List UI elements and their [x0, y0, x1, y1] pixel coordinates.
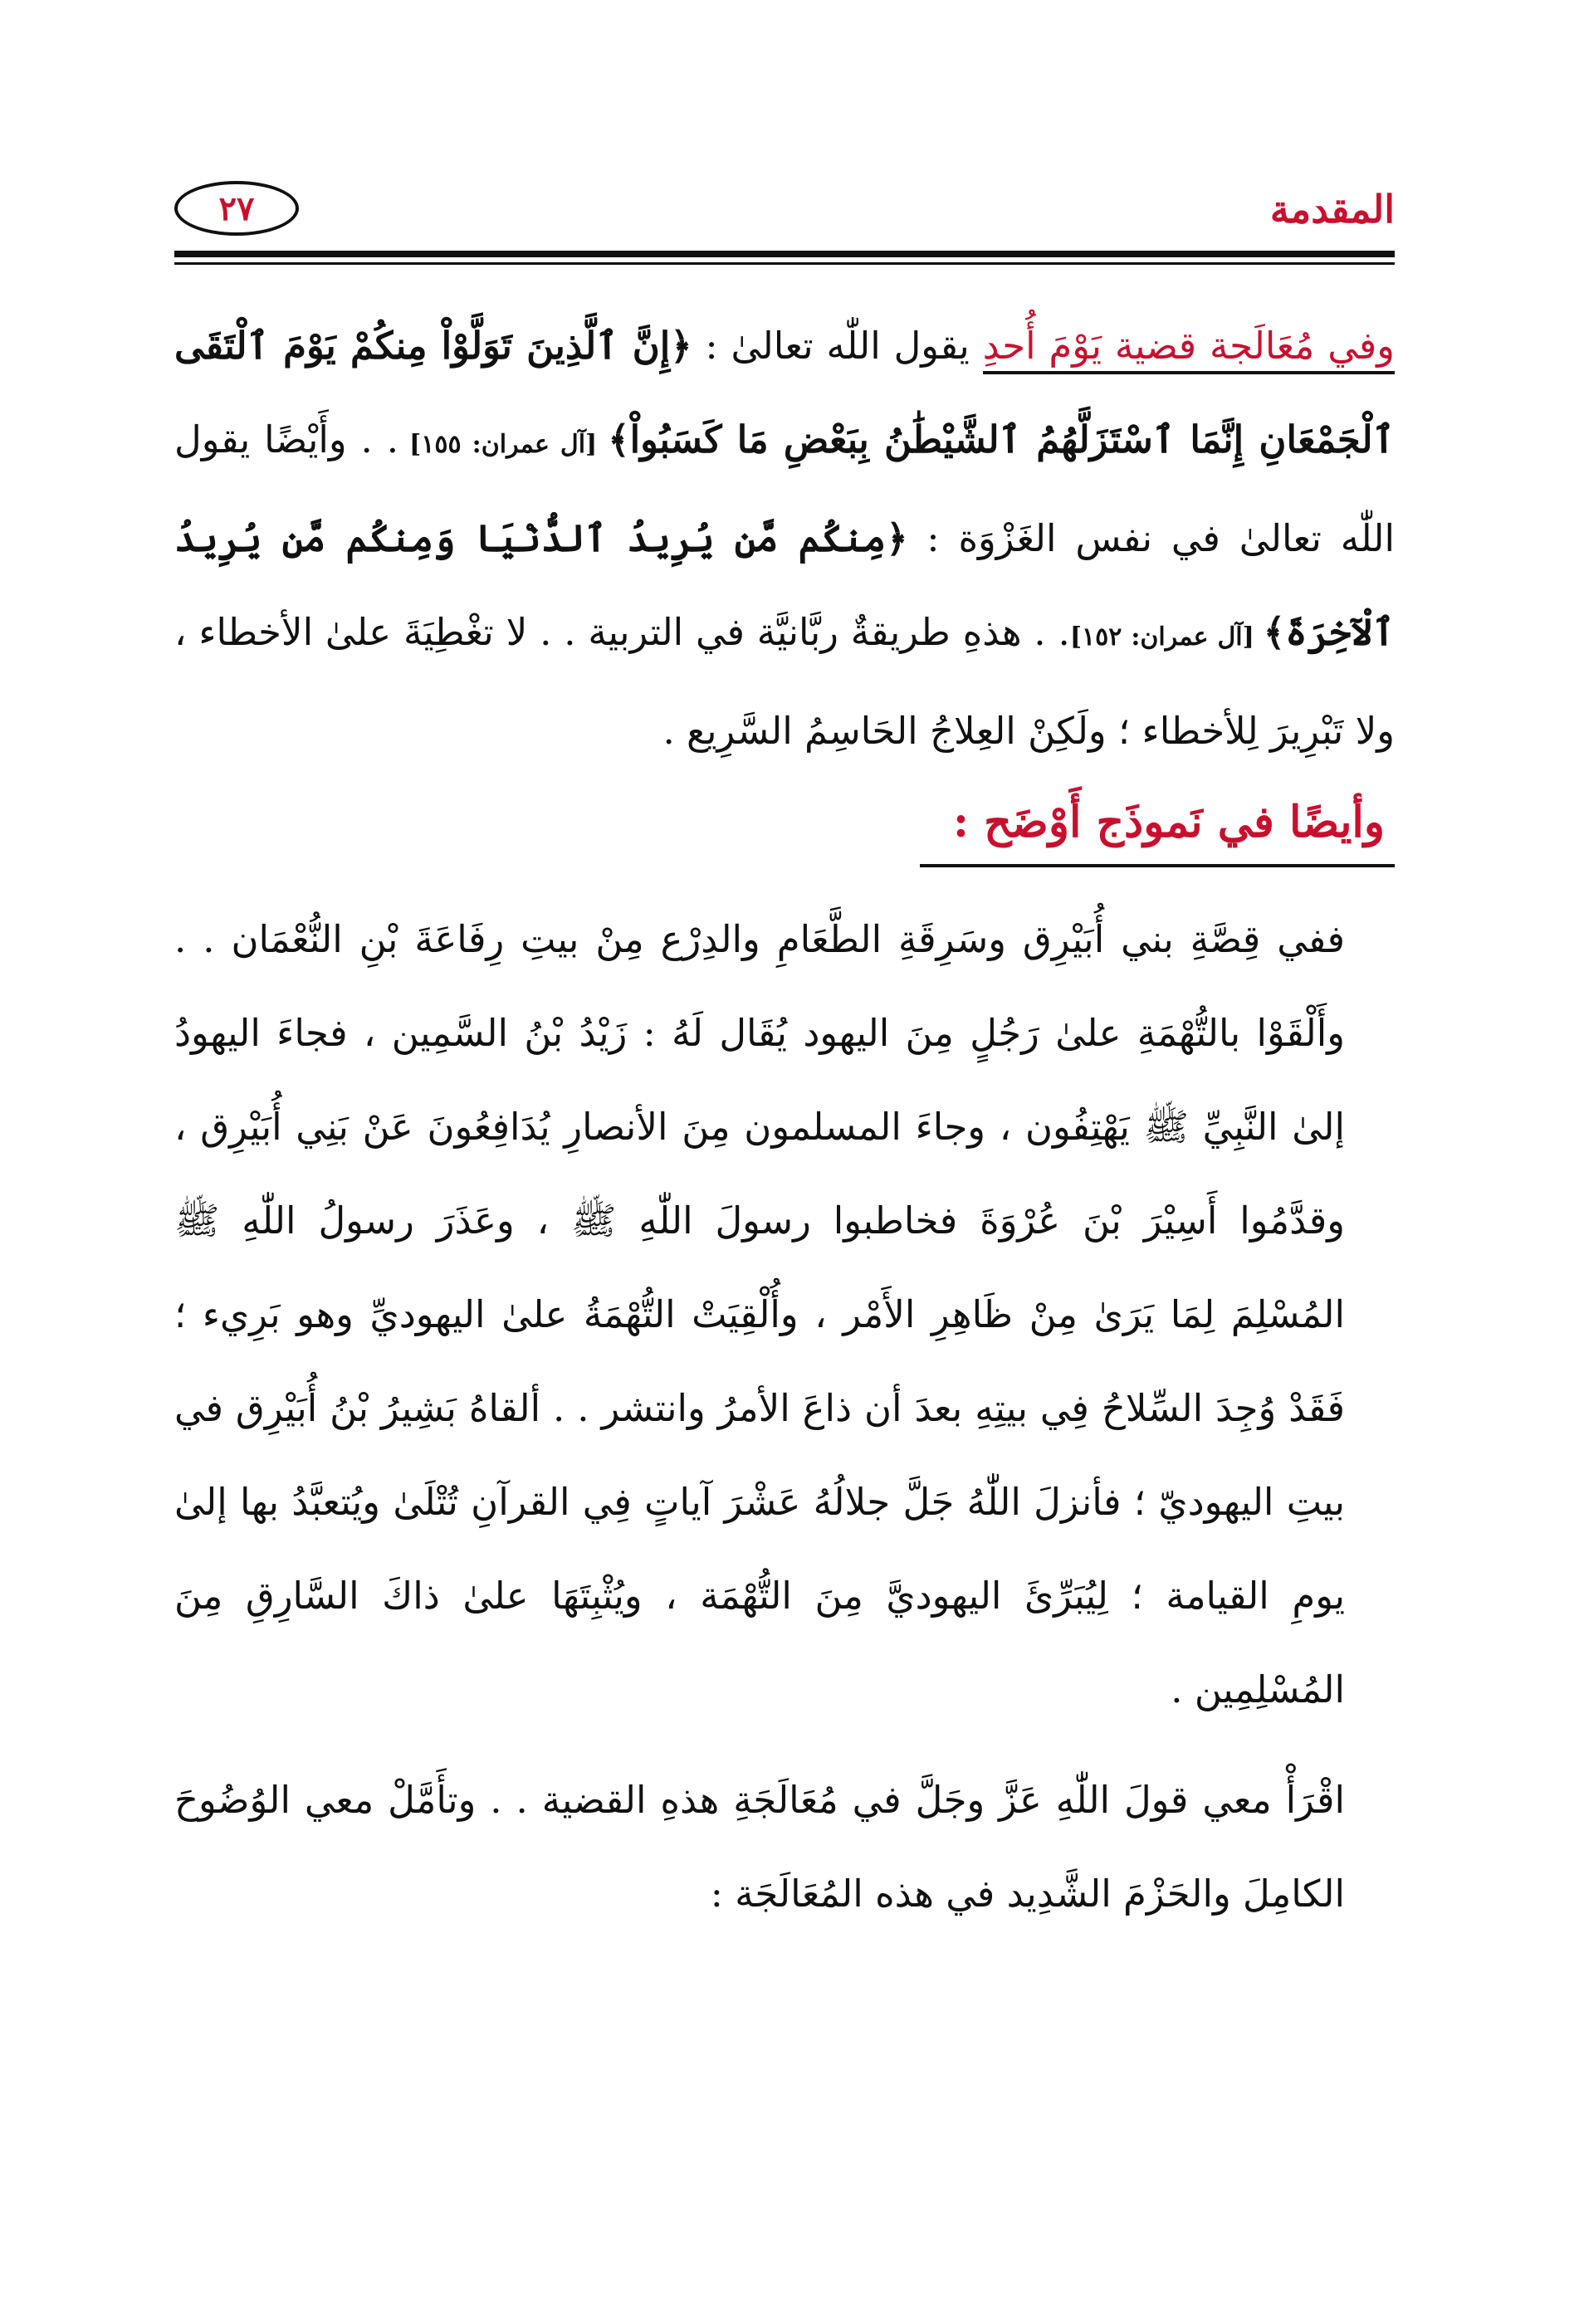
paragraph-3: اقْرَأْ معي قولَ اللّٰهِ عَزَّ وجَلَّ في مُعَالَجَةِ هذهِ القضية . . وتأَمَّلْ معي الوُضُوحَ الكامِلَ والحَزْمَ الشَّدِيد في هذه المُعَالَجَة : [174, 1778, 1345, 1916]
paragraph-2: ففي قِصَّةِ بني أُبَيْرِق وسَرِقَةِ الطَّعَامِ والدِرْع مِنْ بيتِ رِفَاعَةَ بْنِ النُّعْمَان . . وأَلْقَوْا بالتُّهْمَةِ علىٰ رَجُلٍ مِنَ اليهود يُقَال لَهُ : زَيْدُ بْنُ السَّمِين ، فجاءَ اليهودُ إلىٰ النَّبِيِّ ﷺ يَهْتِفُون ، وجاءَ المسلمون مِنَ الأنصارِ يُدَافِعُونَ عَنْ بَنِي أُبَيْرِق ، وقدَّمُوا أَسِيْرَ بْنَ عُرْوَةَ فخاطبوا رسولَ اللّٰهِ ﷺ ، وعَذَرَ رسولُ اللّٰهِ ﷺ المُسْلِمَ لِمَا يَرَىٰ مِنْ ظَاهِرِ الأَمْر ، وأُلْقِيَتْ التُّهْمَةُ علىٰ اليهوديِّ وهو بَرِيء ؛ فَقَدْ وُجِدَ السِّلاحُ فِي بيتِهِ بعدَ أن ذاعَ الأمرُ وانتشر . . ألقاهُ بَشِيرُ بْنُ أُبَيْرِق في بيتِ اليهوديّ ؛ فأنزلَ اللّٰهُ جَلَّ جلالُهُ عَشْرَ آياتٍ فِي القرآنِ تُتْلَىٰ ويُتعبَّدُ بها إلىٰ يومِ القيامة ؛ لِيُبَرِّئَ اليهوديَّ مِنَ التُّهْمَة ، ويُثْبِتَهَا علىٰ ذاكَ السَّارِقِ مِنَ المُسْلِمِين . [174, 917, 1345, 1711]
quran-verse: ﴿مِنكُم مَّن يُرِيدُ ٱلدُّنْيَا وَمِنكُم مَّن يُرِيدُ ٱلْآخِرَةَ﴾ [174, 516, 1395, 654]
chapter-title: المقدمة [1269, 187, 1395, 232]
sub-heading-container [174, 789, 1395, 872]
text-span: . . وأَيْضًا يقول اللّٰه تعالىٰ في نفس الغَزْوَة : [174, 417, 1395, 560]
paragraph-1 [174, 299, 1395, 778]
intro-phrase: وفي مُعَالَجة قضية يَوْمَ أُحدِ [983, 324, 1395, 374]
page-number-badge: ٢٧ [174, 181, 299, 236]
quran-verse: ﴿إِنَّ ٱلَّذِينَ تَوَلَّوْاْ مِنكُمْ يَوْمَ ٱلْتَقَى ٱلْجَمْعَانِ إِنَّمَا ٱسْتَزَلَّهُمُ ٱلشَّيْطَٰنُ بِبَعْضِ مَا كَسَبُواْ﴾ [174, 324, 1396, 461]
paragraph-gap [174, 1736, 1395, 1753]
verse-reference: [آل عمران: ١٥٢] [1069, 622, 1264, 652]
text-span: يقول اللّٰه تعالىٰ : [692, 324, 983, 368]
header-rule-thin [174, 262, 1395, 265]
page-body [174, 299, 1395, 1941]
text-span: . . هذهِ طريقةٌ ربَّانيَّة في التربية . . لا تغْطِيَةَ علىٰ الأخطاء ، ولا تَبْرِيرَ لِلأخطاء ؛ ولَكِنْ العِلاجُ الحَاسِمُ السَّرِيع . [174, 610, 1395, 753]
sub-heading: وأيضًا في نَموذَج أَوْضَح : [920, 789, 1395, 867]
page-header [174, 166, 1395, 257]
verse-reference: [آل عمران: ١٥٥] [398, 430, 609, 459]
header-rule-thick [174, 251, 1395, 257]
